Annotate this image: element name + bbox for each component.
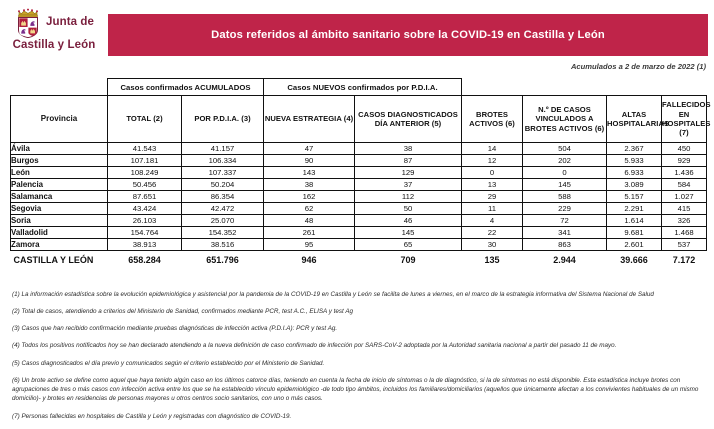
cell-altas: 1.614 bbox=[607, 215, 662, 227]
table-row bbox=[11, 191, 707, 203]
cell-fallecidos: 929 bbox=[662, 155, 707, 167]
cell-pdia: 107.337 bbox=[182, 167, 264, 179]
col-header-nueva-estrategia: NUEVA ESTRATEGIA (4) bbox=[264, 96, 355, 143]
accumulated-date-note: Acumulados a 2 de marzo de 2022 (1) bbox=[570, 62, 706, 71]
footnote-1: (1) La información estadística sobre la evolución epidemiológica y asistencial por la pandemia de la COVID-19 en Castilla y León se facilita de lunes a viernes, en el marco de la estrategia informativa del Sistema Nacional de Salud bbox=[12, 291, 654, 298]
footnotes-block bbox=[12, 290, 704, 429]
cell-provincia: Palencia bbox=[11, 179, 108, 191]
footnote-2: (2) Total de casos, atendiendo a criterios del Ministerio de Sanidad, confirmados mediante PCR, test A.C., ELISA y test Ag bbox=[12, 308, 354, 316]
cell-total: 38.913 bbox=[108, 239, 182, 251]
cell-provincia: Soria bbox=[11, 215, 108, 227]
cell-nueva: 95 bbox=[264, 239, 355, 251]
cell-vinculados: 0 bbox=[523, 167, 607, 179]
cell-altas: 9.681 bbox=[607, 227, 662, 239]
cell-vinculados: 863 bbox=[523, 239, 607, 251]
cell-altas: 2.291 bbox=[607, 203, 662, 215]
cell-total: 41.543 bbox=[108, 143, 182, 155]
cell-provincia: Segovia bbox=[11, 203, 108, 215]
table-row bbox=[11, 155, 707, 167]
cell-provincia: Zamora bbox=[11, 239, 108, 251]
group-header-spacer-5 bbox=[662, 79, 707, 96]
cell-pdia: 25.070 bbox=[182, 215, 264, 227]
cell-total: 107.181 bbox=[108, 155, 182, 167]
cell-fallecidos: 584 bbox=[662, 179, 707, 191]
cell-total: 87.651 bbox=[108, 191, 182, 203]
cell-pdia: 86.354 bbox=[182, 191, 264, 203]
group-header-spacer-4 bbox=[607, 79, 662, 96]
table-row bbox=[11, 179, 707, 191]
footnote-5: (5) Casos diagnosticados el día previo y comunicados según el criterio establecido por el Ministerio de Sanidad. bbox=[12, 359, 325, 367]
cell-total: 26.103 bbox=[108, 215, 182, 227]
group-header-spacer-2 bbox=[462, 79, 523, 96]
cell-dia-anterior: 112 bbox=[355, 191, 462, 203]
table-row bbox=[11, 227, 707, 239]
cell-fallecidos: 326 bbox=[662, 215, 707, 227]
logo-line-2: Castilla y León bbox=[12, 39, 96, 51]
cell-altas: 6.933 bbox=[607, 167, 662, 179]
cell-vinculados: 229 bbox=[523, 203, 607, 215]
cell-fallecidos: 1.436 bbox=[662, 167, 707, 179]
cell-total-vinculados: 2.944 bbox=[523, 251, 607, 269]
col-header-casos-vinculados: N.º DE CASOS VINCULADOS A BROTES ACTIVOS (6) bbox=[523, 96, 607, 143]
cell-brotes: 4 bbox=[462, 215, 523, 227]
group-header-spacer-3 bbox=[523, 79, 607, 96]
cell-pdia: 50.204 bbox=[182, 179, 264, 191]
col-header-brotes-activos: BROTES ACTIVOS (6) bbox=[462, 96, 523, 143]
cell-altas: 2.601 bbox=[607, 239, 662, 251]
covid-data-table bbox=[10, 78, 711, 268]
group-header-row bbox=[11, 79, 707, 96]
cell-vinculados: 588 bbox=[523, 191, 607, 203]
castilla-leon-crest-icon bbox=[14, 8, 42, 38]
cell-total: 108.249 bbox=[108, 167, 182, 179]
cell-brotes: 30 bbox=[462, 239, 523, 251]
cell-nueva: 162 bbox=[264, 191, 355, 203]
col-header-casos-dia-anterior: CASOS DIAGNOSTICADOS DÍA ANTERIOR (5) bbox=[355, 96, 462, 143]
cell-pdia: 41.157 bbox=[182, 143, 264, 155]
footnote-6: (6) Un brote activo se define como aquel que haya tenido algún caso en los últimos catorce días, teniendo en cuenta la fecha de inicio de síntomas o la de diagnóstico, si la de síntomas no está disponible. Esta estadística incluye brotes con agrupaciones de tres o más casos con infección activa entre los que se ha establecido vínculo epidemiológico -de todo tipo ámbitos, incluidos los familiares/domiciliarios (aquellos que únicamente afectan a los convivientes habituales de un mismo domicilio)- y brotes en residencias de personas mayores u otros centros socio sanitarios, con uno o más casos. bbox=[12, 376, 699, 402]
cell-fallecidos: 1.468 bbox=[662, 227, 707, 239]
cell-dia-anterior: 50 bbox=[355, 203, 462, 215]
data-table-wrapper bbox=[10, 78, 711, 268]
cell-fallecidos: 537 bbox=[662, 239, 707, 251]
col-header-por-pdia: POR P.D.I.A. (3) bbox=[182, 96, 264, 143]
cell-total-label: CASTILLA Y LEÓN bbox=[11, 251, 108, 269]
footnote-7: (7) Personas fallecidas en hospitales de Castilla y León y registradas con diagnóstico de COVID-19. bbox=[12, 413, 292, 420]
cell-nueva: 261 bbox=[264, 227, 355, 239]
group-header-nuevos: Casos NUEVOS confirmados por P.D.I.A. bbox=[264, 79, 462, 96]
cell-nueva: 143 bbox=[264, 167, 355, 179]
cell-altas: 3.089 bbox=[607, 179, 662, 191]
cell-altas: 2.367 bbox=[607, 143, 662, 155]
logo-line-1: Junta de bbox=[45, 16, 95, 29]
cell-altas: 5.933 bbox=[607, 155, 662, 167]
cell-brotes: 11 bbox=[462, 203, 523, 215]
cell-dia-anterior: 87 bbox=[355, 155, 462, 167]
cell-nueva: 47 bbox=[264, 143, 355, 155]
group-header-spacer bbox=[11, 79, 108, 96]
page-title: Datos referidos al ámbito sanitario sobre la COVID-19 en Castilla y León bbox=[211, 29, 605, 41]
cell-pdia: 106.334 bbox=[182, 155, 264, 167]
cell-total-dia-anterior: 709 bbox=[355, 251, 462, 269]
group-header-acumulados: Casos confirmados ACUMULADOS bbox=[108, 79, 264, 96]
cell-total: 43.424 bbox=[108, 203, 182, 215]
cell-brotes: 12 bbox=[462, 155, 523, 167]
cell-brotes: 29 bbox=[462, 191, 523, 203]
cell-total: 154.764 bbox=[108, 227, 182, 239]
cell-provincia: Valladolid bbox=[11, 227, 108, 239]
table-row bbox=[11, 215, 707, 227]
footnote-4: (4) Todos los positivos notificados hoy se han declarado atendiendo a la nueva definición de caso confirmado de infección por SARS-CoV-2 adoptada por la Autoridad sanitaria nacional a partir del pasado 11 de mayo. bbox=[12, 342, 617, 350]
cell-dia-anterior: 145 bbox=[355, 227, 462, 239]
cell-nueva: 90 bbox=[264, 155, 355, 167]
logo-row bbox=[14, 8, 94, 38]
cell-fallecidos: 450 bbox=[662, 143, 707, 155]
cell-provincia: Burgos bbox=[11, 155, 108, 167]
cell-nueva: 62 bbox=[264, 203, 355, 215]
cell-total-nueva: 946 bbox=[264, 251, 355, 269]
cell-altas: 5.157 bbox=[607, 191, 662, 203]
cell-total-fallecidos: 7.172 bbox=[662, 251, 707, 269]
cell-provincia: Ávila bbox=[11, 143, 108, 155]
cell-total: 50.456 bbox=[108, 179, 182, 191]
cell-total-pdia: 651.796 bbox=[182, 251, 264, 269]
cell-dia-anterior: 46 bbox=[355, 215, 462, 227]
cell-dia-anterior: 65 bbox=[355, 239, 462, 251]
col-header-altas-hospitalarias: ALTAS HOSPITALARIAS bbox=[607, 96, 662, 143]
cell-dia-anterior: 129 bbox=[355, 167, 462, 179]
cell-vinculados: 145 bbox=[523, 179, 607, 191]
logo-wordmark bbox=[46, 17, 94, 29]
table-total-row bbox=[11, 251, 707, 269]
table-row bbox=[11, 203, 707, 215]
cell-pdia: 154.352 bbox=[182, 227, 264, 239]
cell-total-altas: 39.666 bbox=[607, 251, 662, 269]
col-header-total: TOTAL (2) bbox=[108, 96, 182, 143]
cell-brotes: 22 bbox=[462, 227, 523, 239]
cell-dia-anterior: 38 bbox=[355, 143, 462, 155]
col-header-fallecidos: FALLECIDOS EN HOSPITALES (7) bbox=[662, 96, 707, 143]
cell-total-total: 658.284 bbox=[108, 251, 182, 269]
cell-nueva: 38 bbox=[264, 179, 355, 191]
cell-fallecidos: 1.027 bbox=[662, 191, 707, 203]
cell-brotes: 0 bbox=[462, 167, 523, 179]
table-row bbox=[11, 143, 707, 155]
table-row bbox=[11, 239, 707, 251]
cell-provincia: León bbox=[11, 167, 108, 179]
cell-vinculados: 504 bbox=[523, 143, 607, 155]
cell-vinculados: 72 bbox=[523, 215, 607, 227]
cell-brotes: 14 bbox=[462, 143, 523, 155]
junta-logo bbox=[6, 8, 102, 60]
column-header-row bbox=[11, 96, 707, 143]
cell-vinculados: 341 bbox=[523, 227, 607, 239]
cell-vinculados: 202 bbox=[523, 155, 607, 167]
cell-fallecidos: 415 bbox=[662, 203, 707, 215]
cell-provincia: Salamanca bbox=[11, 191, 108, 203]
cell-dia-anterior: 37 bbox=[355, 179, 462, 191]
footnote-3: (3) Casos que han recibido confirmación mediante pruebas diagnósticas de infección activa (P.D.I.A): PCR y test Ag. bbox=[12, 325, 338, 333]
table-row bbox=[11, 167, 707, 179]
title-banner bbox=[108, 14, 708, 56]
cell-brotes: 13 bbox=[462, 179, 523, 191]
cell-nueva: 48 bbox=[264, 215, 355, 227]
cell-pdia: 42.472 bbox=[182, 203, 264, 215]
cell-pdia: 38.516 bbox=[182, 239, 264, 251]
table-body bbox=[11, 143, 707, 269]
col-header-provincia: Provincia bbox=[11, 96, 108, 143]
cell-total-brotes: 135 bbox=[462, 251, 523, 269]
